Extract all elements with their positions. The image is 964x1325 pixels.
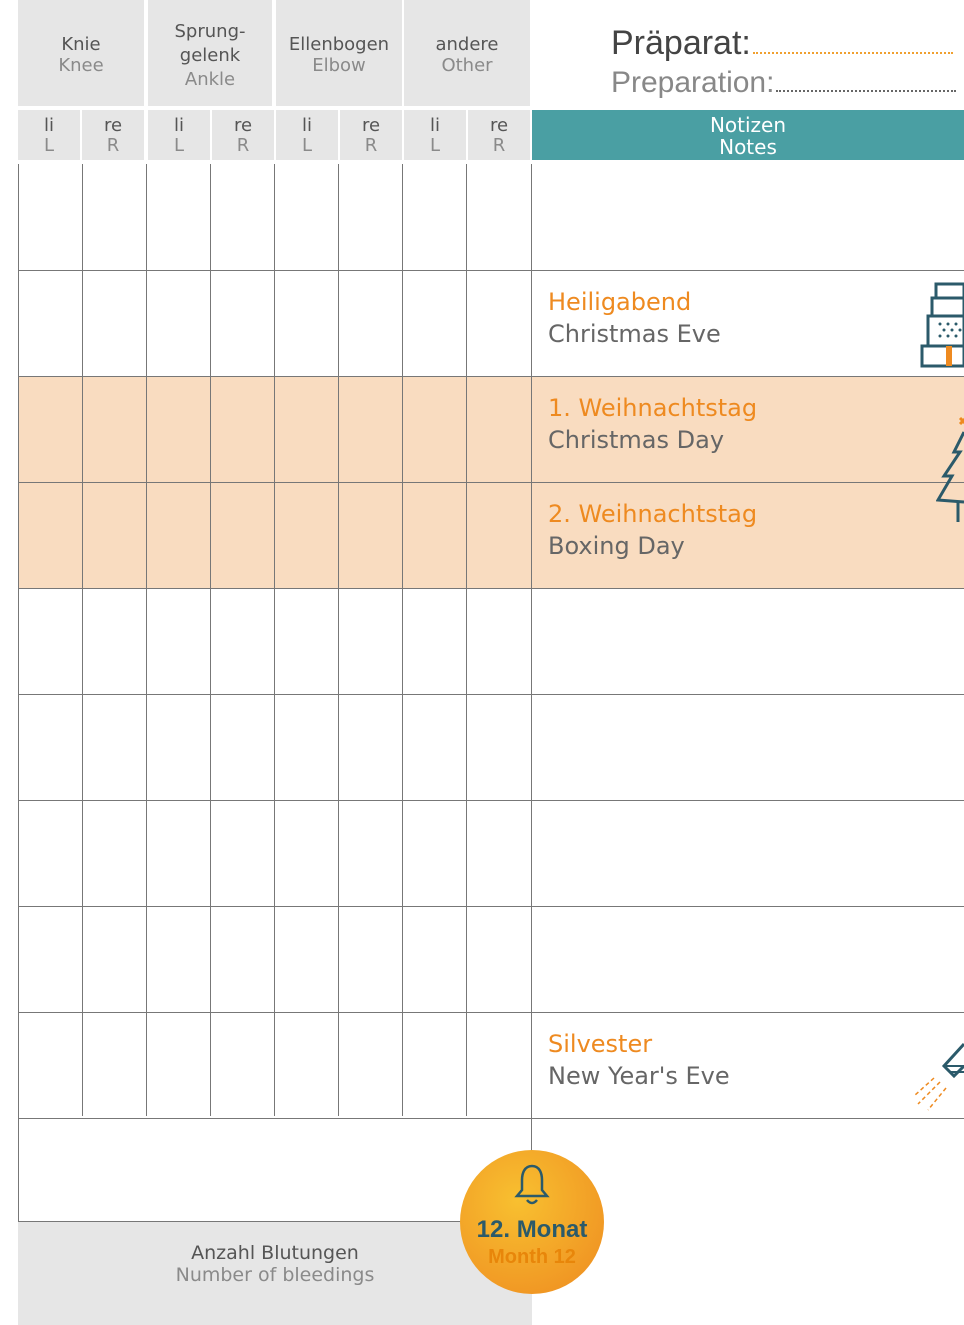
side-header-de: li: [173, 115, 184, 136]
table-row: [18, 1012, 964, 1118]
table-row: [18, 164, 964, 270]
bell-icon: [514, 1162, 550, 1206]
column-header-other-en: Other: [441, 55, 493, 76]
notes-header: [532, 110, 964, 160]
bleedings-label-en: Number of bleedings: [175, 1264, 375, 1286]
side-header-de: li: [301, 115, 312, 136]
holiday-name-de: 2. Weihnachtstag: [548, 500, 758, 528]
side-header-de: re: [103, 115, 123, 136]
grid-hline: [18, 588, 964, 589]
column-header-other: [404, 0, 530, 106]
grid-vline: [402, 164, 403, 1116]
side-header-de: re: [489, 115, 509, 136]
grid-hline: [18, 1118, 964, 1119]
preparation-label-en: Preparation:: [611, 66, 956, 100]
side-header-en: R: [364, 135, 378, 156]
grid-vline: [338, 164, 339, 1116]
side-header-left: [18, 110, 80, 160]
side-header-en: L: [301, 135, 313, 156]
side-header-en: L: [173, 135, 185, 156]
side-header-de: li: [43, 115, 54, 136]
holiday-name-de: Heiligabend: [548, 288, 692, 316]
bleedings-count-box: [18, 1222, 532, 1325]
column-header-ankle-en: Ankle: [184, 69, 236, 90]
grid-hline: [18, 482, 964, 483]
grid-hline: [18, 906, 964, 907]
side-header-en: R: [236, 135, 250, 156]
grid-hline: [18, 270, 964, 271]
side-header-en: L: [429, 135, 441, 156]
table-row: [18, 270, 964, 376]
column-header-knee-en: Knee: [58, 55, 104, 76]
side-header-de: li: [429, 115, 440, 136]
grid-hline: [18, 1012, 964, 1013]
side-header-right: [340, 110, 402, 160]
grid-vline: [466, 164, 467, 1116]
column-header-other-de: andere: [435, 34, 499, 55]
column-header-knee-de: Knie: [61, 34, 101, 55]
column-header-elbow-de: Ellenbogen: [288, 34, 390, 55]
grid-vline: [82, 164, 83, 1116]
preparation-label-de: Präparat:: [611, 24, 953, 63]
side-header-left: [404, 110, 466, 160]
table-row: [18, 694, 964, 800]
side-header-en: R: [106, 135, 120, 156]
holiday-name-en: New Year's Eve: [548, 1062, 730, 1090]
side-header-de: re: [233, 115, 253, 136]
side-header-en: L: [43, 135, 55, 156]
column-header-ankle-de: Sprung- gelenk: [174, 21, 246, 66]
gift-stack-icon: [920, 272, 964, 368]
side-header-left: [148, 110, 210, 160]
table-row: [18, 482, 964, 588]
side-header-de: re: [361, 115, 381, 136]
bleedings-label-de: Anzahl Blutungen: [191, 1242, 359, 1264]
christmas-tree-icon: [936, 412, 964, 524]
rocket-icon: [910, 1040, 964, 1114]
column-header-ankle: [148, 0, 272, 106]
side-header-right: [468, 110, 530, 160]
side-header-right: [82, 110, 144, 160]
grid-hline: [18, 376, 964, 377]
badge-title: 12. Monat: [476, 1216, 588, 1243]
holiday-name-en: Boxing Day: [548, 532, 685, 560]
side-header-right: [212, 110, 274, 160]
column-header-elbow: [276, 0, 402, 106]
month-badge: [460, 1150, 604, 1294]
holiday-name-en: Christmas Eve: [548, 320, 721, 348]
grid-vline: [18, 164, 19, 1116]
table-row: [18, 906, 964, 1012]
grid-vline: [146, 164, 147, 1116]
side-header-en: R: [492, 135, 506, 156]
badge-subtitle: Month 12: [488, 1246, 576, 1268]
grid-hline: [18, 800, 964, 801]
column-header-knee: [18, 0, 144, 106]
holiday-name-de: 1. Weihnachtstag: [548, 394, 758, 422]
table-row: [18, 376, 964, 482]
grid-vline: [210, 164, 211, 1116]
notes-header-de: Notizen: [709, 113, 787, 137]
grid-hline: [18, 694, 964, 695]
grid-vline: [531, 164, 532, 1116]
table-row: [18, 800, 964, 906]
side-header-left: [276, 110, 338, 160]
table-row: [18, 588, 964, 694]
holiday-name-de: Silvester: [548, 1030, 653, 1058]
grid-vline: [274, 164, 275, 1116]
holiday-name-en: Christmas Day: [548, 426, 725, 454]
column-header-elbow-en: Elbow: [312, 55, 366, 76]
notes-header-en: Notes: [719, 135, 777, 159]
